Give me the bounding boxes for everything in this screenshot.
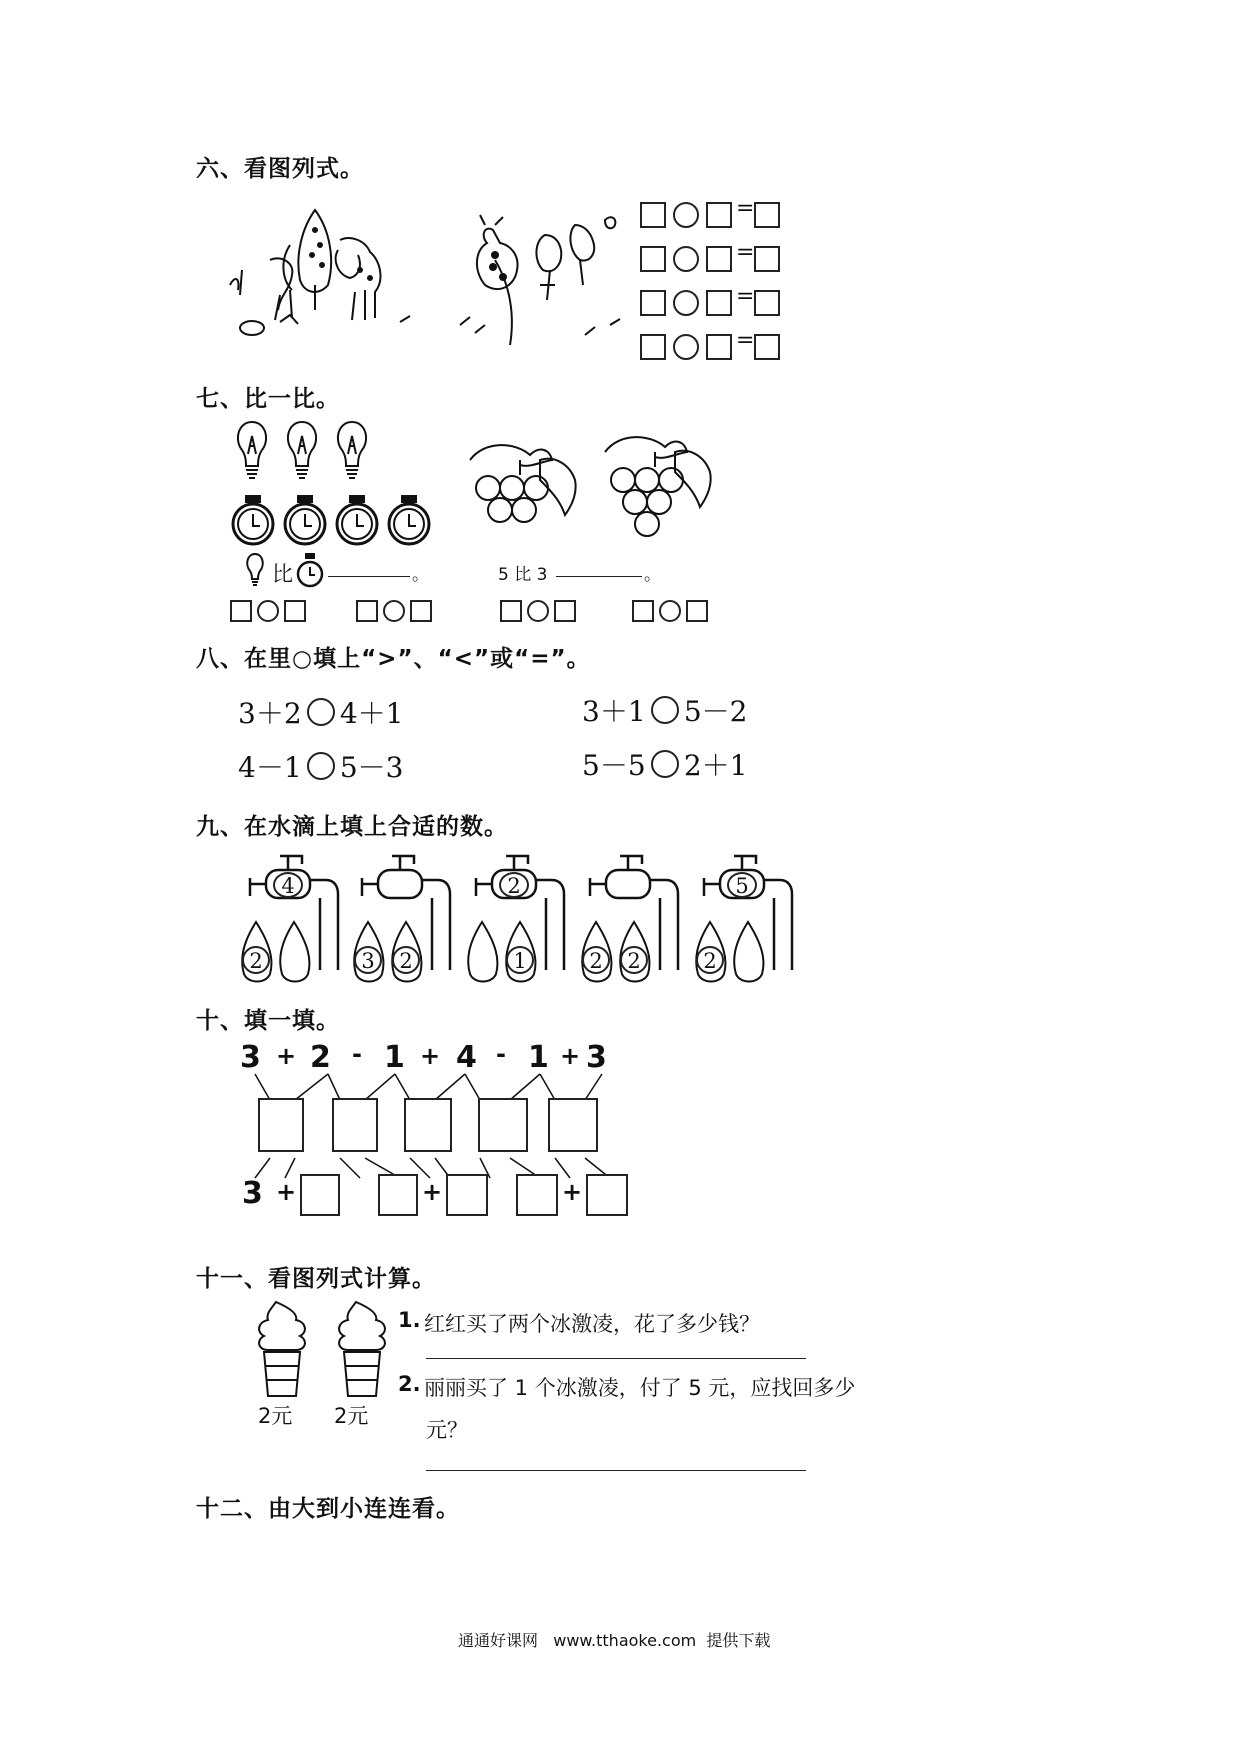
operator-circle[interactable] <box>383 600 405 622</box>
operator-circle[interactable] <box>673 202 699 228</box>
clock-icon <box>285 496 325 544</box>
answer-box[interactable] <box>230 600 252 622</box>
drop-number[interactable]: 2 <box>392 946 420 974</box>
section-11-title: 十一、看图列式计算。 <box>196 1266 436 1292</box>
grape-compare: 5 比 3 <box>498 565 548 585</box>
operator-circle[interactable] <box>673 246 699 272</box>
answer-box[interactable] <box>640 246 666 272</box>
clock-icon <box>337 496 377 544</box>
ice-cream-icon <box>259 1302 305 1396</box>
operator-circle[interactable] <box>673 290 699 316</box>
footer-text: 通通好课网 www.tthaoke.com 提供下载 <box>458 1631 771 1650</box>
top-token: 3 <box>586 1040 607 1075</box>
operator-circle[interactable] <box>659 600 681 622</box>
answer-box[interactable] <box>640 334 666 360</box>
answer-box[interactable] <box>404 1098 452 1152</box>
bird-illustration <box>455 205 635 355</box>
drop-number[interactable]: 2 <box>582 946 610 974</box>
right-expr: 5－3 <box>339 751 404 784</box>
deer-illustration <box>220 200 420 340</box>
price-label: 2元 <box>334 1404 369 1428</box>
operator-circle[interactable] <box>257 600 279 622</box>
operator-circle[interactable] <box>307 698 335 726</box>
bulb-icon <box>338 422 366 478</box>
tap-number[interactable] <box>385 872 415 898</box>
clock-icon <box>389 496 429 544</box>
equals-sign: = <box>736 284 755 309</box>
drop-number[interactable]: 2 <box>696 946 724 974</box>
right-expr: 5－2 <box>683 695 748 728</box>
top-token: 3 <box>240 1040 261 1075</box>
end-mark: 。 <box>412 565 429 585</box>
answer-box[interactable] <box>706 290 732 316</box>
section-9-title: 九、在水滴上填上合适的数。 <box>196 814 508 840</box>
operator-circle[interactable] <box>527 600 549 622</box>
compare-item <box>238 692 403 732</box>
tap-number[interactable]: 5 <box>727 872 757 898</box>
answer-box[interactable] <box>500 600 522 622</box>
section-7-title: 七、比一比。 <box>196 386 340 412</box>
operator-circle[interactable] <box>651 696 679 724</box>
drop-number[interactable]: 3 <box>354 946 382 974</box>
section-12-title: 十二、由大到小连连看。 <box>196 1496 460 1522</box>
equals-sign: = <box>736 240 755 265</box>
answer-line[interactable] <box>328 576 410 577</box>
answer-box[interactable] <box>332 1098 378 1152</box>
answer-box[interactable] <box>632 600 654 622</box>
answer-line[interactable] <box>426 1358 806 1359</box>
answer-box[interactable] <box>478 1098 528 1152</box>
grape-icon <box>470 445 576 522</box>
tap-number[interactable]: 2 <box>499 872 529 898</box>
answer-box[interactable] <box>754 290 780 316</box>
left-expr: 3＋2 <box>238 697 302 730</box>
equals-sign: = <box>736 328 755 353</box>
top-token: + <box>420 1042 441 1070</box>
operator-circle[interactable] <box>307 752 335 780</box>
question-number: 2. <box>398 1372 421 1396</box>
answer-box[interactable] <box>516 1174 558 1216</box>
question-text: 元？ <box>426 1418 468 1442</box>
answer-box[interactable] <box>706 246 732 272</box>
answer-box[interactable] <box>378 1174 418 1216</box>
answer-box[interactable] <box>284 600 306 622</box>
answer-box[interactable] <box>706 334 732 360</box>
answer-box[interactable] <box>548 1098 598 1152</box>
answer-box[interactable] <box>356 600 378 622</box>
left-expr: 5－5 <box>582 749 646 782</box>
grape-icon <box>605 437 711 536</box>
answer-box[interactable] <box>754 202 780 228</box>
clock-icon <box>296 554 324 588</box>
left-expr: 4－1 <box>238 751 302 784</box>
bulb-icon <box>288 422 316 478</box>
operator-circle[interactable] <box>651 750 679 778</box>
compare-item <box>238 746 403 786</box>
answer-box[interactable] <box>554 600 576 622</box>
answer-box[interactable] <box>300 1174 340 1216</box>
drop-number[interactable]: 2 <box>242 946 270 974</box>
grape-illustration <box>460 420 730 550</box>
drop-icon <box>468 922 497 982</box>
equals-sign: = <box>736 196 755 221</box>
bulb-row <box>232 418 372 488</box>
end-mark: 。 <box>644 565 661 585</box>
answer-box[interactable] <box>258 1098 304 1152</box>
drop-number[interactable]: 1 <box>506 946 534 974</box>
drop-number[interactable]: 2 <box>620 946 648 974</box>
ice-cream-icon <box>339 1302 385 1396</box>
answer-box[interactable] <box>410 600 432 622</box>
bulb-icon <box>244 552 266 590</box>
right-expr: 4＋1 <box>339 697 404 730</box>
answer-box[interactable] <box>686 600 708 622</box>
answer-box[interactable] <box>586 1174 628 1216</box>
top-token: - <box>352 1040 362 1068</box>
section-6-title: 六、看图列式。 <box>196 156 364 182</box>
plus-sign: + <box>562 1178 583 1206</box>
section-8-title: 八、在里○填上“>”、“<”或“=”。 <box>196 646 591 672</box>
top-token: 4 <box>456 1040 477 1075</box>
compare-word: 比 <box>272 562 293 586</box>
top-token: - <box>496 1040 506 1068</box>
bottom-number: 3 <box>242 1176 263 1211</box>
drop-icon <box>280 922 309 982</box>
question-text: 丽丽买了 1 个冰激凌，付了 5 元，应找回多少 <box>424 1376 856 1400</box>
compare-item <box>582 690 747 730</box>
tap-number[interactable]: 4 <box>273 872 303 898</box>
answer-box[interactable] <box>754 334 780 360</box>
section-10-title: 十、填一填。 <box>196 1008 340 1034</box>
answer-line[interactable] <box>426 1470 806 1471</box>
answer-line[interactable] <box>556 576 642 577</box>
question-number: 1. <box>398 1308 421 1332</box>
bulb-icon <box>238 422 266 478</box>
price-label: 2元 <box>258 1404 293 1428</box>
plus-sign: + <box>422 1178 443 1206</box>
top-token: 2 <box>310 1040 331 1075</box>
top-token: 1 <box>384 1040 405 1075</box>
top-token: + <box>560 1042 581 1070</box>
clock-icon <box>233 496 273 544</box>
question-text: 红红买了两个冰激凌，花了多少钱？ <box>424 1312 760 1336</box>
plus-sign: + <box>276 1178 297 1206</box>
answer-box[interactable] <box>754 246 780 272</box>
clock-row <box>232 496 432 548</box>
right-expr: 2＋1 <box>683 749 748 782</box>
compare-item <box>582 744 747 784</box>
answer-box[interactable] <box>640 290 666 316</box>
answer-box[interactable] <box>640 202 666 228</box>
top-token: + <box>276 1042 297 1070</box>
left-expr: 3＋1 <box>582 695 646 728</box>
drop-icon <box>734 922 763 982</box>
answer-box[interactable] <box>706 202 732 228</box>
top-token: 1 <box>528 1040 549 1075</box>
answer-box[interactable] <box>446 1174 488 1216</box>
operator-circle[interactable] <box>673 334 699 360</box>
tap-number[interactable] <box>613 872 643 898</box>
